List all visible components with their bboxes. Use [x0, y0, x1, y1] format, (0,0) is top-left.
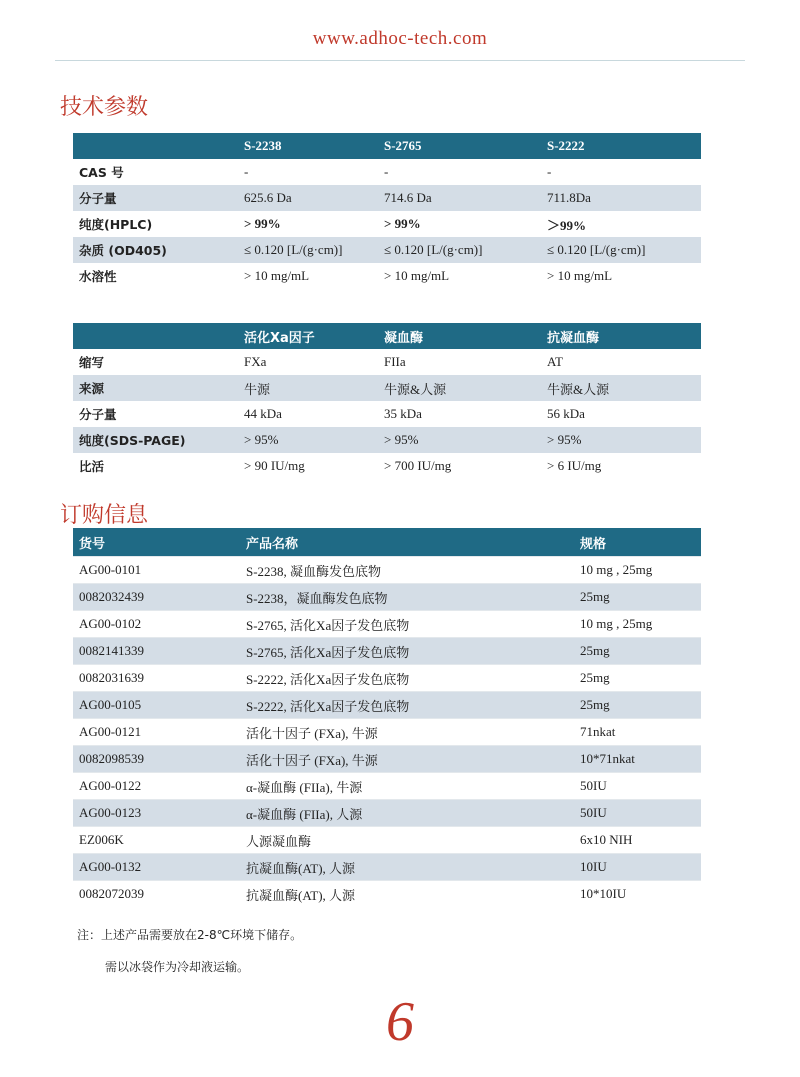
cell: > 700 IU/mg	[384, 458, 452, 473]
cell: 50IU	[574, 773, 701, 800]
cell: S-2238，凝血酶发色底物	[240, 584, 574, 611]
table-row	[73, 375, 701, 401]
header-cell: S-2238	[244, 138, 282, 153]
header-cell	[73, 323, 238, 349]
spec-table-header	[73, 133, 701, 159]
cell: > 99%	[384, 216, 421, 231]
table-row	[73, 881, 701, 908]
cell: AG00-0132	[73, 854, 240, 881]
cell: > 95%	[244, 432, 279, 447]
cell: S-2238, 凝血酶发色底物	[240, 557, 574, 584]
cell: 0082098539	[73, 746, 240, 773]
cell: 35 kDa	[384, 406, 422, 421]
header-cell: 凝血酶	[384, 330, 424, 346]
cell: EZ006K	[73, 827, 240, 854]
row-label: 缩写	[79, 355, 105, 370]
cell: > 95%	[384, 432, 419, 447]
order-table	[73, 528, 701, 907]
cell: ≤ 0.120 [L/(g·cm)]	[384, 242, 483, 257]
cell: α-凝血酶 (FIIa), 人源	[240, 800, 574, 827]
order-table-header	[73, 528, 701, 557]
table-row	[73, 719, 701, 746]
header-cell: 规格	[580, 536, 607, 552]
table-row	[73, 349, 701, 375]
cell: 10 mg , 25mg	[574, 557, 701, 584]
row-label: 比活	[79, 459, 105, 474]
cell: 牛源	[244, 381, 271, 397]
table-row	[73, 185, 701, 211]
cell: -	[244, 164, 249, 179]
cell: FXa	[244, 354, 267, 369]
header-cell: 活化Xa因子	[244, 330, 315, 346]
cell: ＞99%	[547, 217, 587, 233]
header-cell: 货号	[79, 536, 106, 552]
row-label: 来源	[79, 381, 105, 396]
row-label: 分子量	[79, 191, 117, 206]
storage-note: 注：上述产品需要放在2-8℃环境下储存。	[77, 928, 303, 942]
cell: -	[384, 164, 389, 179]
cell: S-2765, 活化Xa因子发色底物	[240, 611, 574, 638]
row-label: 杂质 (OD405)	[79, 243, 167, 258]
cell: 0082032439	[73, 584, 240, 611]
cell: 人源凝血酶	[240, 827, 574, 854]
cell: 25mg	[574, 638, 701, 665]
table-row	[73, 159, 701, 185]
cell: 711.8Da	[547, 190, 591, 205]
cell: > 10 mg/mL	[244, 268, 310, 283]
spec-table-header	[73, 323, 701, 349]
section-title-ordering: 订购信息	[60, 503, 149, 528]
cell: -	[547, 164, 552, 179]
table-row	[73, 584, 701, 611]
cell: 6x10 NIH	[574, 827, 701, 854]
cell: 25mg	[574, 692, 701, 719]
cell: 25mg	[574, 665, 701, 692]
table-row	[73, 427, 701, 453]
cell: AG00-0105	[73, 692, 240, 719]
cell: S-2222, 活化Xa因子发色底物	[240, 692, 574, 719]
cell: S-2765, 活化Xa因子发色底物	[240, 638, 574, 665]
cell: 活化十因子 (FXa), 牛源	[240, 746, 574, 773]
cell: 牛源&人源	[547, 381, 610, 397]
cell: 44 kDa	[244, 406, 282, 421]
cell: 25mg	[574, 584, 701, 611]
header-cell: S-2222	[547, 138, 585, 153]
header-url: www.adhoc-tech.com	[312, 28, 488, 49]
cell: 0082031639	[73, 665, 240, 692]
shipping-note: 需以冰袋作为冷却液运输。	[105, 960, 250, 974]
cell: AT	[547, 354, 563, 369]
cell: 56 kDa	[547, 406, 585, 421]
cell: 10 mg , 25mg	[574, 611, 701, 638]
cell: > 6 IU/mg	[547, 458, 602, 473]
page-number: 6	[386, 991, 414, 1053]
header-cell: 抗凝血酶	[547, 330, 600, 346]
table-row	[73, 557, 701, 584]
cell: > 90 IU/mg	[244, 458, 305, 473]
cell: 10*10IU	[574, 881, 701, 908]
cell: AG00-0101	[73, 557, 240, 584]
table-row	[73, 211, 701, 237]
cell: > 95%	[547, 432, 582, 447]
table-row	[73, 665, 701, 692]
cell: 625.6 Da	[244, 190, 292, 205]
cell: AG00-0122	[73, 773, 240, 800]
cell: 10*71nkat	[574, 746, 701, 773]
table-row	[73, 611, 701, 638]
header-cell: S-2765	[384, 138, 422, 153]
row-label: 纯度(HPLC)	[79, 217, 153, 232]
row-label: 分子量	[79, 407, 117, 422]
table-row	[73, 800, 701, 827]
row-label: 水溶性	[79, 269, 117, 284]
table-row	[73, 638, 701, 665]
table-row	[73, 827, 701, 854]
cell: 10IU	[574, 854, 701, 881]
spec-table-enzymes	[73, 323, 701, 479]
table-row	[73, 401, 701, 427]
cell: AG00-0123	[73, 800, 240, 827]
section-title-specs: 技术参数	[60, 95, 149, 120]
cell: 0082141339	[73, 638, 240, 665]
table-row	[73, 854, 701, 881]
row-label: 纯度(SDS-PAGE)	[79, 433, 186, 448]
cell: 0082072039	[73, 881, 240, 908]
row-label: CAS 号	[79, 165, 124, 180]
cell: AG00-0102	[73, 611, 240, 638]
cell: 牛源&人源	[384, 381, 447, 397]
cell: FIIa	[384, 354, 406, 369]
table-row	[73, 773, 701, 800]
cell: S-2222, 活化Xa因子发色底物	[240, 665, 574, 692]
header-rule	[55, 60, 745, 61]
spec-table-substrates	[73, 133, 701, 289]
cell: > 10 mg/mL	[547, 268, 613, 283]
cell: > 99%	[244, 216, 281, 231]
cell: ≤ 0.120 [L/(g·cm)]	[244, 242, 343, 257]
cell: 714.6 Da	[384, 190, 432, 205]
cell: 71nkat	[574, 719, 701, 746]
cell: > 10 mg/mL	[384, 268, 450, 283]
table-row	[73, 237, 701, 263]
table-row	[73, 453, 701, 479]
header-cell: 产品名称	[246, 536, 299, 552]
table-row	[73, 263, 701, 289]
cell: 50IU	[574, 800, 701, 827]
cell: 抗凝血酶(AT), 人源	[240, 854, 574, 881]
cell: AG00-0121	[73, 719, 240, 746]
cell: 活化十因子 (FXa), 牛源	[240, 719, 574, 746]
table-row	[73, 746, 701, 773]
cell: 抗凝血酶(AT), 人源	[240, 881, 574, 908]
table-row	[73, 692, 701, 719]
cell: α-凝血酶 (FIIa), 牛源	[240, 773, 574, 800]
header-cell	[73, 133, 238, 159]
cell: ≤ 0.120 [L/(g·cm)]	[547, 242, 646, 257]
